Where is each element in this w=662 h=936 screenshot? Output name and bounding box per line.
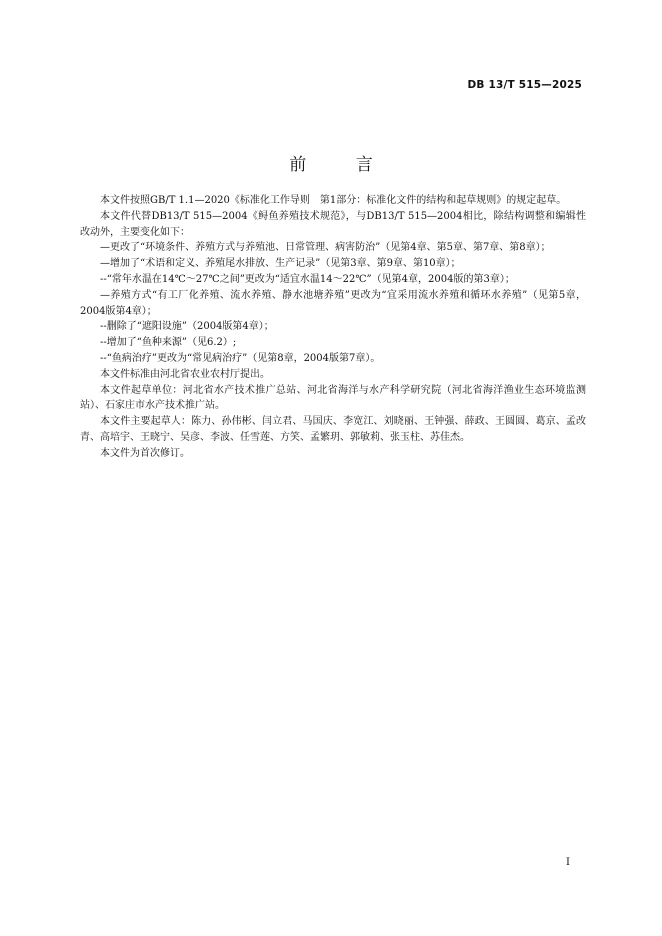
change-item: —养殖方式“有工厂化养殖、流水养殖、静水池塘养殖”更改为“宜采用流水养殖和循环水养殖”（见第5章，2004版第4章）； <box>80 289 586 317</box>
paragraph-drafters: 本文件主要起草人：陈力、孙伟彬、闫立君、马国庆、李宽江、刘晓丽、王钟强、薛政、王圆圆、葛京、孟改青、高培宇、王晓宁、吴彦、李波、任雪莲、方笑、孟繁玥、郭敏莉、张玉柱、苏佳杰。 <box>80 416 586 443</box>
paragraph-drafting-basis: 本文件按照GB/T 1.1—2020《标准化工作导则 第1部分：标准化文件的结构和起草规则》的规定起草。 <box>100 195 567 206</box>
page-number: I <box>566 857 570 868</box>
change-item: --删除了“遮阳设施”（2004版第4章）； <box>100 321 274 333</box>
paragraph-drafting-units: 本文件起草单位：河北省水产技术推广总站、河北省海洋与水产科学研究院（河北省海洋渔业生态环境监测站）、石家庄市水产技术推广站。 <box>80 384 586 412</box>
page-title: 前 言 <box>289 155 395 175</box>
foreword-body <box>80 193 586 462</box>
paragraph-replacement: 本文件代替DB13/T 515—2004《鲟鱼养殖技术规范》，与DB13/T 515—2004相比，除结构调整和编辑性改动外，主要变化如下： <box>80 210 586 238</box>
change-item: --“常年水温在14℃～27℃之间”更改为“适宜水温14～22℃”（见第4章，2004版的第3章）； <box>100 273 515 285</box>
change-item: —增加了“术语和定义、养殖尾水排放、生产记录”（见第3章、第9章、第10章）； <box>100 258 461 270</box>
paragraph-revision-note: 本文件为首次修订。 <box>100 447 190 459</box>
change-item: --“鱼病治疗”更改为“常见病治疗”（见第8章，2004版第7章）。 <box>100 352 381 364</box>
change-item: —更改了“环境条件、养殖方式与养殖池、日常管理、病害防治”（见第4章、第5章、第7章、第8章）； <box>100 242 551 254</box>
document-code: DB 13/T 515—2025 <box>467 79 582 91</box>
change-item: --增加了“鱼种来源”（见6.2）; <box>100 337 237 349</box>
paragraph-proposer: 本文件标准由河北省农业农村厅提出。 <box>100 368 270 380</box>
